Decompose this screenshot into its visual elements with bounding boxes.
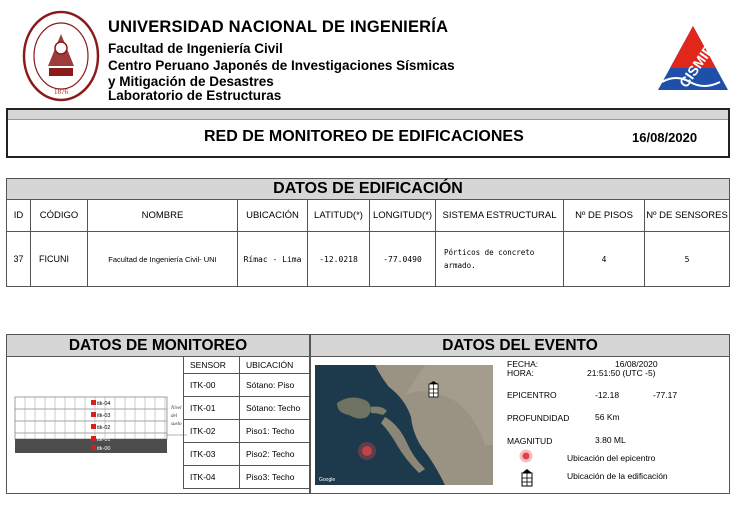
- event-caption: DATOS DEL EVENTO: [311, 335, 729, 357]
- epicenter-map: [315, 365, 493, 485]
- profundidad-value: 56 Km: [595, 412, 620, 422]
- sensor-location: Piso2: Techo: [240, 442, 311, 465]
- col-sensor-ubicacion: UBICACIÓN: [240, 357, 311, 373]
- col-codigo: CÓDIGO: [31, 200, 88, 232]
- col-pisos: Nº DE PISOS: [564, 200, 645, 232]
- header-line-4: Laboratorio de Estructuras: [108, 88, 282, 103]
- svg-text:suelo: suelo: [171, 422, 182, 427]
- svg-text:1876: 1876: [54, 88, 68, 96]
- sensor-table: [183, 357, 311, 489]
- legend-edificacion: Ubicación de la edificación: [567, 471, 668, 481]
- fecha-value: 16/08/2020: [615, 359, 658, 369]
- report-title-bar: [6, 108, 730, 158]
- col-latitud: LATITUD(*): [308, 200, 370, 232]
- svg-text:itk-00: itk-00: [97, 446, 111, 452]
- sensor-location: Sótano: Techo: [240, 396, 311, 419]
- svg-text:itk-03: itk-03: [97, 413, 111, 419]
- sensor-marker-itk-04: [91, 400, 96, 405]
- cell-latitud: -12.0218: [308, 232, 370, 287]
- sensor-id: ITK-00: [184, 373, 240, 396]
- map-epicenter-marker: [362, 446, 372, 456]
- event-panel: [310, 334, 730, 494]
- header-line-2: Centro Peruano Japonés de Investigaciones Sísmicas: [108, 58, 455, 73]
- monitoring-caption: DATOS DE MONITOREO: [7, 335, 309, 357]
- sensor-id: ITK-01: [184, 396, 240, 419]
- table-row: [184, 396, 311, 419]
- header-line-3: y Mitigación de Desastres: [108, 74, 274, 89]
- sensor-marker-itk-00: [91, 445, 96, 450]
- hora-label: HORA:: [507, 368, 534, 378]
- profundidad-label: PROFUNDIDAD: [507, 413, 570, 423]
- uni-seal-icon: [22, 10, 100, 102]
- sensor-location: Piso3: Techo: [240, 465, 311, 488]
- building-data-table: [6, 178, 730, 287]
- table-row: [184, 373, 311, 396]
- legend-epicentro: Ubicación del epicentro: [567, 453, 656, 463]
- svg-text:Nivel: Nivel: [171, 406, 182, 411]
- epicentro-lon: -77.17: [653, 390, 678, 400]
- epicentro-label: EPICENTRO: [507, 390, 557, 400]
- building-diagram: [11, 395, 187, 457]
- hora-value: 21:51:50 (UTC -5): [587, 368, 656, 378]
- header-line-1: Facultad de Ingeniería Civil: [108, 41, 283, 56]
- sensor-location: Sótano: Piso: [240, 373, 311, 396]
- table-row: [184, 419, 311, 442]
- sensor-id: ITK-02: [184, 419, 240, 442]
- cell-id: 37: [7, 232, 31, 287]
- col-id: ID: [7, 200, 31, 232]
- col-longitud: LONGITUD(*): [370, 200, 436, 232]
- col-sensor: SENSOR: [184, 357, 240, 373]
- col-ubicacion: UBICACIÓN: [238, 200, 308, 232]
- svg-text:itk-02: itk-02: [97, 425, 111, 431]
- sensor-id: ITK-04: [184, 465, 240, 488]
- sensor-marker-itk-03: [91, 412, 96, 417]
- svg-text:itk-04: itk-04: [97, 401, 111, 407]
- col-sistema: SISTEMA ESTRUCTURAL: [436, 200, 564, 232]
- col-nombre: NOMBRE: [88, 200, 238, 232]
- cell-pisos: 4: [564, 232, 645, 287]
- cell-sensores: 5: [645, 232, 730, 287]
- cell-longitud: -77.0490: [370, 232, 436, 287]
- cell-codigo: FICUNI: [31, 232, 88, 287]
- table-row: [7, 232, 730, 287]
- epicenter-legend-icon: [519, 449, 533, 463]
- svg-text:Google: Google: [319, 477, 336, 483]
- cismid-logo-icon: [656, 24, 730, 94]
- sensor-location: Piso1: Techo: [240, 419, 311, 442]
- monitoring-panel: [6, 334, 310, 494]
- table-row: [184, 442, 311, 465]
- svg-text:CISMID: CISMID: [675, 41, 718, 91]
- cell-nombre: Facultad de Ingeniería Civil- UNI: [88, 232, 238, 287]
- map-building-marker: [429, 381, 438, 397]
- magnitud-value: 3.80 ML: [595, 435, 626, 445]
- epicentro-lat: -12.18: [595, 390, 620, 400]
- report-date: 16/08/2020: [632, 130, 698, 145]
- cell-ubicacion: Rímac - Lima: [238, 232, 308, 287]
- university-name: UNIVERSIDAD NACIONAL DE INGENIERÍA: [108, 18, 449, 36]
- building-caption: DATOS DE EDIFICACIÓN: [7, 179, 730, 200]
- sensor-marker-itk-01: [91, 436, 96, 441]
- sensor-id: ITK-03: [184, 442, 240, 465]
- svg-text:del: del: [171, 414, 178, 419]
- building-legend-icon: [521, 469, 533, 487]
- svg-text:itk-01: itk-01: [97, 437, 111, 443]
- cell-sistema: Pórticos de concreto armado.: [436, 232, 564, 287]
- table-row: [184, 465, 311, 488]
- magnitud-label: MAGNITUD: [507, 436, 553, 446]
- sensor-marker-itk-02: [91, 424, 96, 429]
- report-title: RED DE MONITOREO DE EDIFICACIONES: [204, 128, 524, 145]
- col-sensores: Nº DE SENSORES: [645, 200, 730, 232]
- fecha-label: FECHA:: [507, 359, 539, 369]
